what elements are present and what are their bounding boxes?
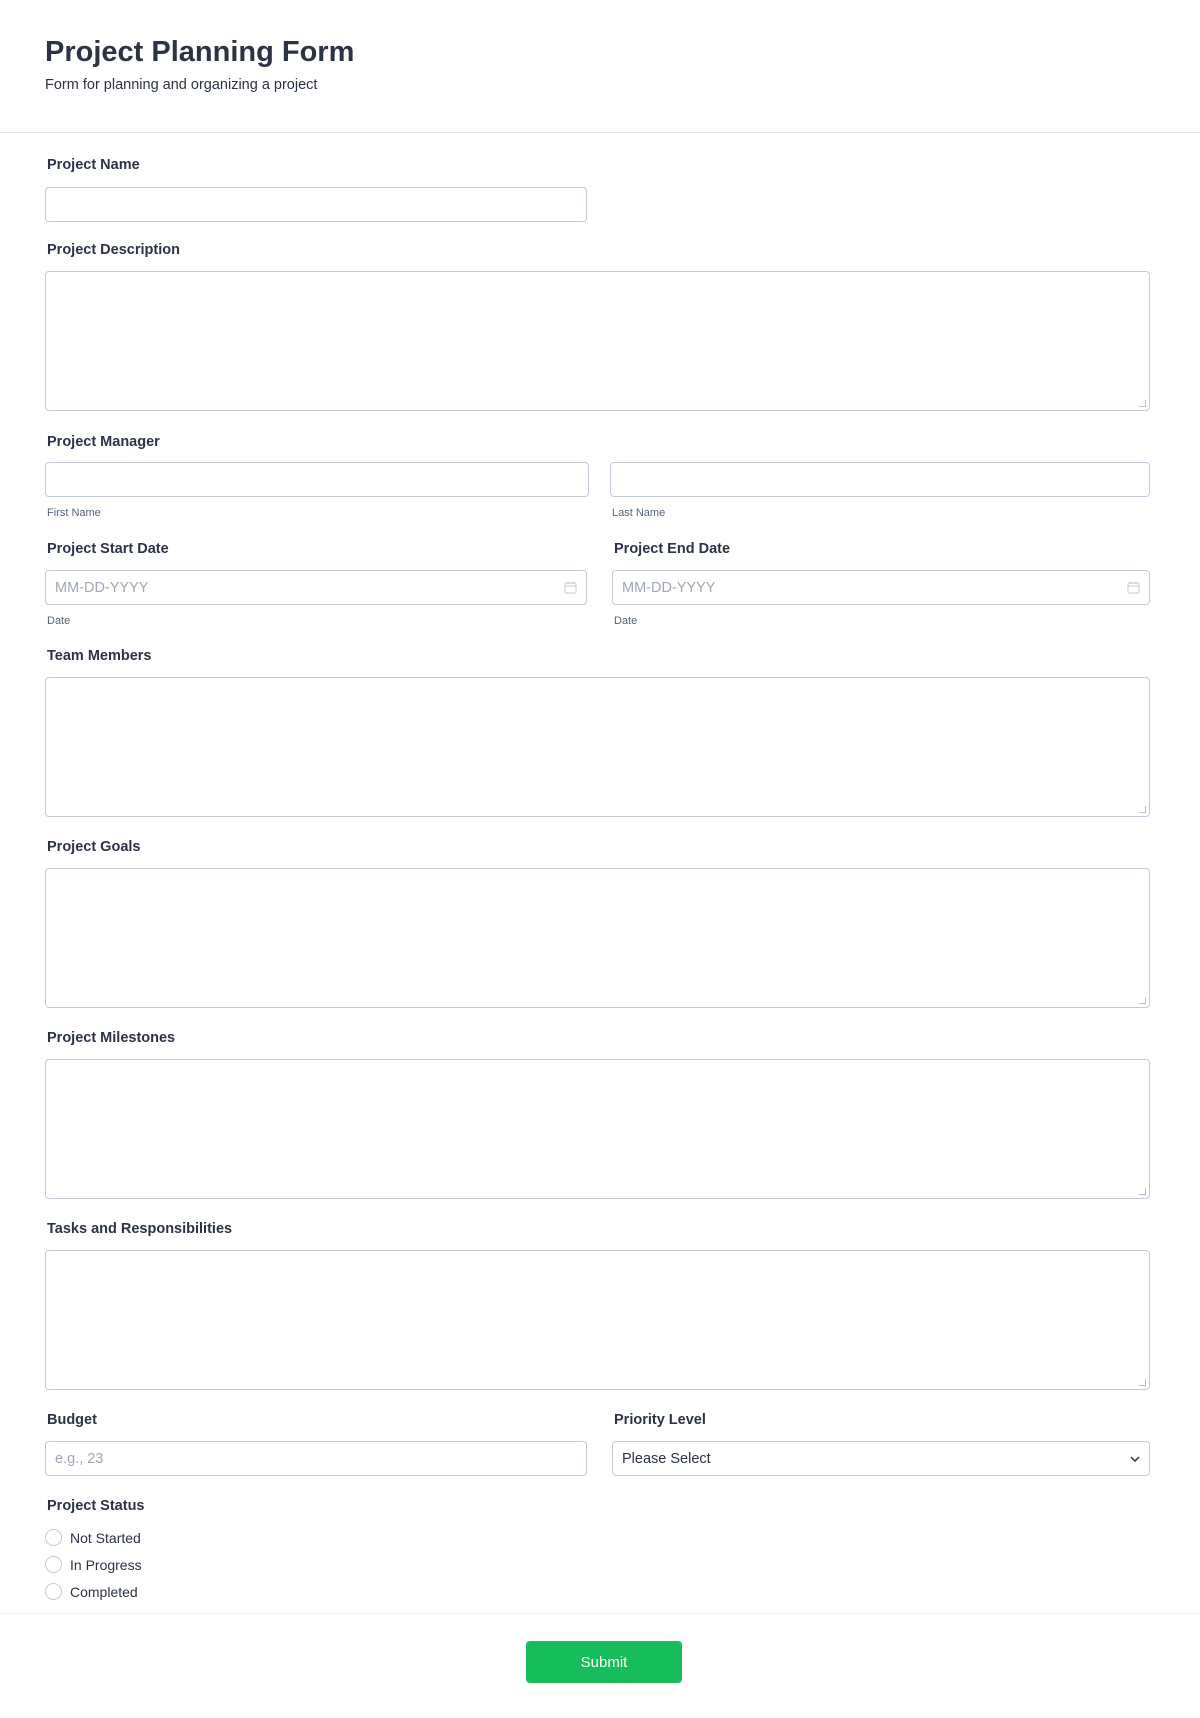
project-description-label: Project Description xyxy=(47,242,180,258)
start-date-sublabel: Date xyxy=(47,615,71,627)
last-name-sublabel: Last Name xyxy=(612,507,666,519)
first-name-input[interactable] xyxy=(45,462,589,497)
radio-label: Completed xyxy=(70,1583,138,1600)
first-name-sublabel: First Name xyxy=(47,507,101,519)
calendar-icon[interactable] xyxy=(564,581,577,594)
status-option-completed[interactable] xyxy=(45,1583,138,1600)
end-date-label: Project End Date xyxy=(614,541,731,557)
project-goals-label: Project Goals xyxy=(47,839,141,855)
end-date-sublabel: Date xyxy=(614,615,638,627)
project-name-input[interactable] xyxy=(45,187,587,222)
project-description-textarea[interactable] xyxy=(45,271,1150,411)
priority-select[interactable] xyxy=(612,1441,1150,1476)
priority-label: Priority Level xyxy=(614,1412,706,1428)
form-title: Project Planning Form xyxy=(45,36,355,68)
chevron-down-icon xyxy=(1130,1456,1140,1462)
budget-label: Budget xyxy=(47,1412,97,1428)
resize-handle-icon[interactable] xyxy=(1139,400,1146,407)
budget-placeholder: e.g., 23 xyxy=(55,1450,104,1467)
footer-divider xyxy=(0,1613,1200,1614)
budget-input[interactable] xyxy=(45,1441,587,1476)
project-status-label: Project Status xyxy=(47,1498,145,1514)
project-milestones-textarea[interactable] xyxy=(45,1059,1150,1199)
tasks-textarea[interactable] xyxy=(45,1250,1150,1390)
header-divider xyxy=(0,132,1200,133)
start-date-label: Project Start Date xyxy=(47,541,169,557)
resize-handle-icon[interactable] xyxy=(1139,997,1146,1004)
radio-circle[interactable] xyxy=(45,1556,62,1573)
form-subtitle: Form for planning and organizing a project xyxy=(45,77,318,93)
project-goals-textarea[interactable] xyxy=(45,868,1150,1008)
project-manager-label: Project Manager xyxy=(47,434,160,450)
radio-circle[interactable] xyxy=(45,1529,62,1546)
radio-label: In Progress xyxy=(70,1556,142,1573)
end-date-placeholder: MM-DD-YYYY xyxy=(622,579,716,596)
last-name-input[interactable] xyxy=(610,462,1150,497)
resize-handle-icon[interactable] xyxy=(1139,806,1146,813)
start-date-input[interactable] xyxy=(45,570,587,605)
radio-label: Not Started xyxy=(70,1529,141,1546)
resize-handle-icon[interactable] xyxy=(1139,1188,1146,1195)
tasks-label: Tasks and Responsibilities xyxy=(47,1221,233,1237)
resize-handle-icon[interactable] xyxy=(1139,1379,1146,1386)
radio-circle[interactable] xyxy=(45,1583,62,1600)
project-milestones-label: Project Milestones xyxy=(47,1030,176,1046)
start-date-placeholder: MM-DD-YYYY xyxy=(55,579,149,596)
status-option-in-progress[interactable] xyxy=(45,1556,142,1573)
calendar-icon[interactable] xyxy=(1127,581,1140,594)
status-option-not-started[interactable] xyxy=(45,1529,141,1546)
project-name-label: Project Name xyxy=(47,157,140,173)
priority-selected-value: Please Select xyxy=(622,1450,711,1467)
team-members-label: Team Members xyxy=(47,648,152,664)
submit-button[interactable]: Submit xyxy=(526,1641,682,1683)
team-members-textarea[interactable] xyxy=(45,677,1150,817)
end-date-input[interactable] xyxy=(612,570,1150,605)
